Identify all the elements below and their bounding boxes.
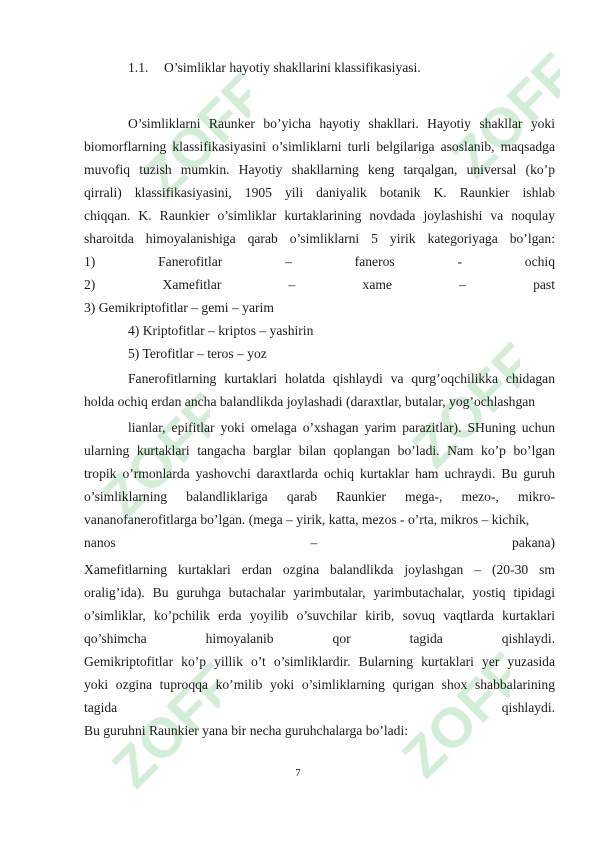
text-line: 2) Xamefitlar – xame – past (84, 277, 555, 292)
svg-text:ZOFF: ZOFF (99, 651, 220, 790)
text-line: vananofanerofitlarga bo’lgan. (mega – yirik, katta, mezos - o’rta, mikros – kichik, (84, 512, 530, 527)
text-line: biomorflarning klassifikasiyasini o’simliklarni turli belgilariga asoslanib, maqsadga (84, 139, 555, 154)
text-line: o’simliklarning balandliklariga qarab Raunkier mega-, mezo-, mikro- (84, 489, 555, 504)
text-line: Gemikriptofitlar ko’p yillik o’t o’simliklardir. Bularning kurtaklari yer yuzasida (84, 654, 555, 669)
text-line: 1) Fanerofitlar – faneros - ochiq (84, 254, 555, 269)
svg-text:ZOFF: ZOFF (89, 381, 210, 520)
text-line: Xamefitlarning kurtaklari erdan ozgina balandlikda joylashgan – (20-30 sm (84, 562, 555, 577)
text-line: Fanerofitlarning kurtaklari holatda qishlaydi va qurg’oqchilikka chidagan (128, 371, 555, 386)
svg-text:ZOFF: ZOFF (129, 61, 250, 200)
text-line: qirrali) klassifikasiyasini, 1905 yili daniyalik botanik K. Raunkier ishlab (84, 185, 555, 200)
text-line: nanos – pakana) (84, 535, 555, 550)
text-line: yoki ozgina tuproqqa ko’milib yoki o’simliklarning qurigan shox shabbalarining (84, 677, 555, 692)
text-line: 3) Gemikriptofitlar – gemi – yarim (84, 300, 274, 315)
text-line: o’simliklar, ko’pchilik erda yoyilib o’suvchilar kirib, sovuq vaqtlarda kurtaklari (84, 608, 555, 623)
text-line: tropik o’rmonlarda yashovchi daraxtlarda ochiq kurtaklar ham uchraydi. Bu guruh (84, 466, 555, 481)
text-line: O’simliklarni Raunker bo’yicha hayotiy shakllari. Hayotiy shakllar yoki (128, 116, 555, 131)
text-line: qo’shimcha himoyalanib qor tagida qishlaydi. (84, 631, 555, 646)
section-number: 1.1. (128, 60, 149, 75)
watermark-icon (420, 40, 560, 180)
text-line: 4) Kriptofitlar – kriptos – yashirin (128, 323, 314, 338)
section-title: O’simliklar hayotiy shakllarini klassifikasiyasi. (164, 60, 421, 75)
section-heading (128, 60, 421, 76)
text-line: 5) Terofitlar – teros – yoz (128, 346, 267, 361)
text-line: holda ochiq erdan ancha balandlikda joylashadi (daraxtlar, butalar, yog’ochlashgan (84, 394, 536, 409)
svg-text:ZOFF: ZOFF (389, 641, 510, 780)
text-line: lianlar, epifitlar yoki omelaga o’xshagan yarim parazitlar). SHuning uchun (128, 420, 555, 435)
text-line: chiqqan. K. Raunkier o’simliklar kurtaklarining novdada joylashishi va noqulay (84, 208, 555, 223)
text-line: sharoitda himoyalanishiga qarab o’simliklarni 5 yirik kategoriyaga bo’lgan: (84, 231, 555, 246)
text-line: Bu guruhni Raunkier yana bir necha guruhchalarga bo’ladi: (84, 723, 409, 738)
svg-text:ZOFF: ZOFF (439, 41, 560, 180)
text-line: muvofiq tuzish mumkin. Hayotiy shakllarning keng tarqalgan, universal (ko’p (84, 162, 555, 177)
text-line: tagida qishlaydi. (84, 700, 555, 715)
text-line: ularning kurtaklari tangacha barglar bilan qoplangan bo’ladi. Nam ko’p bo’lgan (84, 443, 555, 458)
text-line: oralig’ida). Bu guruhga butachalar yarimbutalar, yarimbutachalar, yostiq tipidagi (84, 585, 555, 600)
page-number: 7 (295, 767, 301, 779)
svg-text:ZOFF: ZOFF (399, 331, 520, 470)
